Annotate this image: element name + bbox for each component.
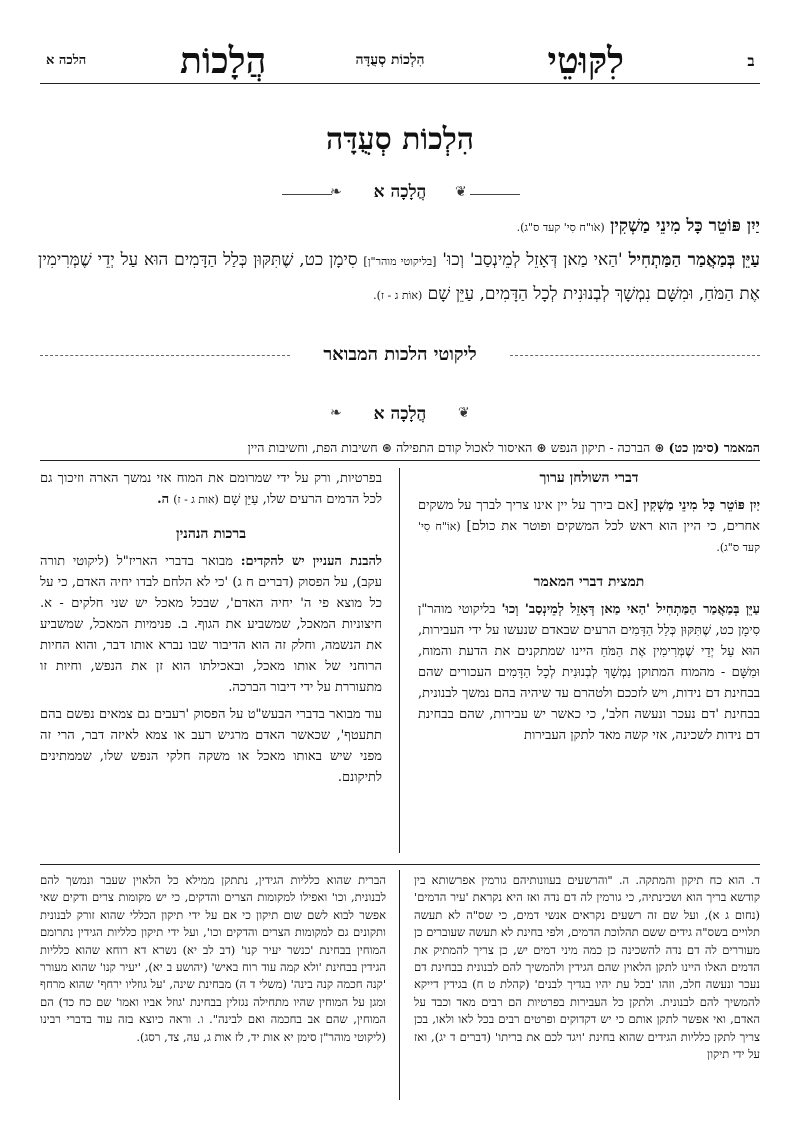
header-brand-left: הֲלָכוֹת	[180, 40, 267, 82]
left-column	[40, 468, 382, 794]
notes-rule	[40, 864, 760, 865]
bullet-icon: ⊛	[650, 440, 665, 455]
halacha-line-1-ref: (אֹו"ח סִי' קעד ס"ג).	[516, 221, 605, 234]
notes-left-text: הברית שהוא כלליות הגידין, נתתקן ממילא כל הלאוין שעבר ונמשך להם לבנונית, וכו' ואפילו למקומות הצרים והדקים, כי יש מקומות צרים ודקים שאי אפשר לבוא לשם שום תיקון כי אם על ידי תיקון הכללי שהוא זורק לבנונית ותקונים גם למקומות הצרים והדקים וכו', ועל ידי תיקון כלליות הגידין נתרומם המוחין בבחינת 'כנשר יעיר קנו' (דב לב יא) נשרא דא רוחא שהוא כלליות הגידין בבחינת 'ולא קמה עוד רוח באיש' (יהושע ב יא), 'יעיר קנו' שהוא מעורר 'קנה חכמה קנה בינה' (משלי ד ה) מבחינת שינה, 'על גוזליו ירחף' שהוא מרחף ומגן על המוחין שהיו מתחילה נגזלין בבחינת 'גוזל אביו ואמו' שם כח כד) הם המוחין, שהם אב בחכמה ואם לבינה". ו. וראה כיוצא בזה עוד בדברי רבינו (ליקוטי מוהר"ן סימן יא אות יד, לז אות ג, עה, צד, רסג).	[40, 873, 386, 1044]
topic-item: חשיבות הפת, וחשיבות היין	[247, 440, 378, 455]
notes-right	[414, 872, 760, 1063]
continuation-mark: ה.	[157, 492, 170, 507]
para-2-body: סִימָן כט, שֶׁתִּקּוּן כְּלַל הַדָּמִים הוּא עַל יְדֵי שֶׁמְּרִימִין אֶת הַמֹּחַ, וּמִשָּׁם נִמְשָׁךְ לְבְנוּנִית לְכָל הַדָּמִים, עַיֵּן שָׁם	[38, 250, 760, 304]
notes-divider	[399, 870, 400, 1100]
shulchan-lead: יַיִן פּוֹטֵר כָּל מִינֵי מַשְׁקִין	[643, 498, 760, 513]
brachot-p1	[40, 551, 382, 698]
bullet-icon: ⊛	[377, 440, 393, 455]
section-title: ליקוטי הלכות המבואר	[323, 344, 477, 365]
flourish-icon: ❧	[330, 184, 342, 200]
flourish-icon: ❦	[458, 405, 470, 421]
header-rule	[40, 83, 760, 84]
section-halacha-label-text: הֲלָכָה א	[373, 404, 427, 424]
ornament-rule-right	[470, 194, 520, 195]
topics-rule	[40, 460, 760, 461]
flourish-icon: ❧	[330, 405, 342, 421]
halacha-line-1	[38, 210, 760, 244]
right-column	[418, 468, 760, 752]
header-subtitle: הִלְכוֹת סְעֻדָּה	[355, 52, 425, 68]
shulchan-body: [אם בירך על יין אינו צריך לברך על משקים אחרים, כי היין הוא ראש לכל המשקים ופוטר את כולם]	[418, 498, 760, 534]
para-2-end-ref: (אוֹת ג - ז).	[373, 289, 423, 302]
notes-left	[40, 872, 386, 1046]
summary-title: תמצית דברי המאמר	[533, 574, 645, 590]
halacha-label-text: הֲלָכָה א	[373, 182, 427, 202]
header-brand-right: לִקּוּטֵי	[547, 40, 624, 82]
halacha-intro	[38, 210, 760, 312]
halacha-line-1-text: יַיִן פּוֹטֵר כָּל מִינֵי מַשְׁקִין	[610, 216, 760, 236]
brachot-title: ברכות הנהנין	[176, 526, 246, 542]
column-divider	[399, 468, 400, 853]
topics-line	[38, 440, 760, 456]
header-law-ref: הלכה א	[46, 53, 87, 68]
shulchan-title: דברי השולחן ערוך	[539, 470, 639, 486]
halacha-para-2	[38, 244, 760, 312]
topics-intro: המאמר (סימן כט)	[668, 440, 760, 455]
shulchan-ref: (אוֹ"ח סִי' קעד ס"ג).	[418, 520, 760, 554]
brachot-p2: עוד מבואר בדברי הבעש"ט על הפסוק 'רעבים גם צמאים נפשם בהם תתעטף', שכאשר האדם מרגיש רעב או צמא לאיזה דבר, הרי זה מפני שיש באותו מאכל או משקה חלקי הנפש שלו, שממתינים לתיקונם.	[40, 707, 382, 785]
halacha-label	[340, 182, 460, 202]
shulchan-text	[418, 495, 760, 558]
summary-body: בליקוטי מוהר"ן סִימָן כט, שֶׁתִּקּוּן כְּלַל הַדָּמִים הרעים שבאדם שנעשו על ידי העבירות, הוּא עַל יְדֵי שֶׁמְּרִימִין אֶת הַמֹּחַ היינו שמתקנים את הדעת והמוח, וּמִשָּׁם - מהמוח המתוקן נִמְשָׁךְ לְבְנוּנִית לְכָל הַדָּמִים העכורים שהם בבחינת דם נידות, ויש לזככם ולטהרם עד שיהיה בהם נמשך לבנונית, בבחינת 'דם נעכר ונעשה חלב', כי כאשר יש עבירות, שהם בבחינת דם נידות לשכינה, אזי קשה מאד לתקן העבירות	[418, 602, 760, 743]
summary-lead: עַיֵּן בְּמַאֲמַר הַמַּתְחִיל 'הַאי מַאן דְּאָזֵל לְמֵינְסַב' וְכוּ'	[501, 602, 761, 617]
summary-text	[418, 599, 760, 746]
continuation-ref: (אות ג - ז)	[173, 493, 219, 506]
topic-item: הברכה - תיקון הנפש	[550, 440, 651, 455]
section-halacha-label	[340, 404, 460, 424]
ornament-rule-left	[282, 194, 332, 195]
notes-right-text: ד. הוא כח תיקון והמתקה. ה. "והרשעים בעוונותיהם גורמין אפרשותא בין קודשא בריך הוא ושכינתיה, כי גורמין לה דם נדה ואז היא נקראת 'עיר הדמים' (נחום ג א), ועל שם זה רשעים נקראים אנשי דמים, כי שס"ה לא תעשה תלויים בשס"ה גידים ששם תהלוכת הדמים, ולפי בחינת לא תעשה שעוברים כן מעוררים לה דם נדה להשכינה כן כמה מיני דמים יש, כן צריך להמתיק את הדמים האלו היינו לתקן הלאוין שהם הגידין ולהמשיך להם לבנונית בבחינת דם נעכר ונעשה חלב, וזהו 'בכל עת יהיו בגדיך לבנים' (קהלת ט ח) בגידין דייקא להמשיך להם לבנונית. ולתקן כל העבירות בפרטיות הם רבים מאד וכבד על האדם, ואי אפשר לתקן אותם כי יש דקדוקים ופרטים רבים בכל לאו ולאו, בכן צריך לתקן כלליות הגידים שהוא בחינת 'ויגד לכם את בריתו' (דברים ד יג), ואז על ידי תיקון	[414, 873, 760, 1062]
page-title: הִלְכוֹת סְעֻדָּה	[325, 122, 475, 157]
para-2-ref: [בליקוטי מוהר"ן]	[363, 255, 437, 268]
brachot-p1-lead: להבנת העניין יש להקדים:	[240, 554, 383, 569]
flourish-icon: ❦	[455, 184, 467, 200]
bullet-icon: ⊛	[532, 440, 547, 455]
continuation-text	[40, 468, 382, 510]
page-number: ב	[747, 52, 755, 70]
continuation-body: בפרטיות, ורק על ידי שמרומם את המוח אזי נמשך הארה וזיכוך גם לכל הדמים הרעים שלו, עַיֵּן שָׁם	[40, 471, 382, 507]
para-2-lead: עַיֵּן בְּמַאֲמַר הַמַּתְחִיל	[628, 250, 761, 270]
brachot-p1-body: מבואר בדברי האריז"ל (ליקוטי תורה עקב), על הפסוק (דברים ח ג) 'כי לא הלחם לבדו יחיה האדם, כי על כל מוצא פי ה' יחיה האדם', שבכל מאכל יש שני חלקים - א. חיצוניות המאכל, שמשביע את הגוף. ב. פנימיות המאכל, שמשביע את הנשמה, וחלק זה הוא הדיבור שבו נברא אותו דבר, והוא החיות הרוחני של אותו מאכל, ובאכילתו הוא זן את הנפש, וחיות זו מתעוררת על ידי דיבור הברכה.	[40, 554, 382, 695]
para-2-quote: 'הַאי מַאן דְּאָזֵל לְמֵינְסַב' וְכוּ'	[442, 250, 623, 270]
topic-item: האיסור לאכול קודם התפילה	[396, 440, 533, 455]
